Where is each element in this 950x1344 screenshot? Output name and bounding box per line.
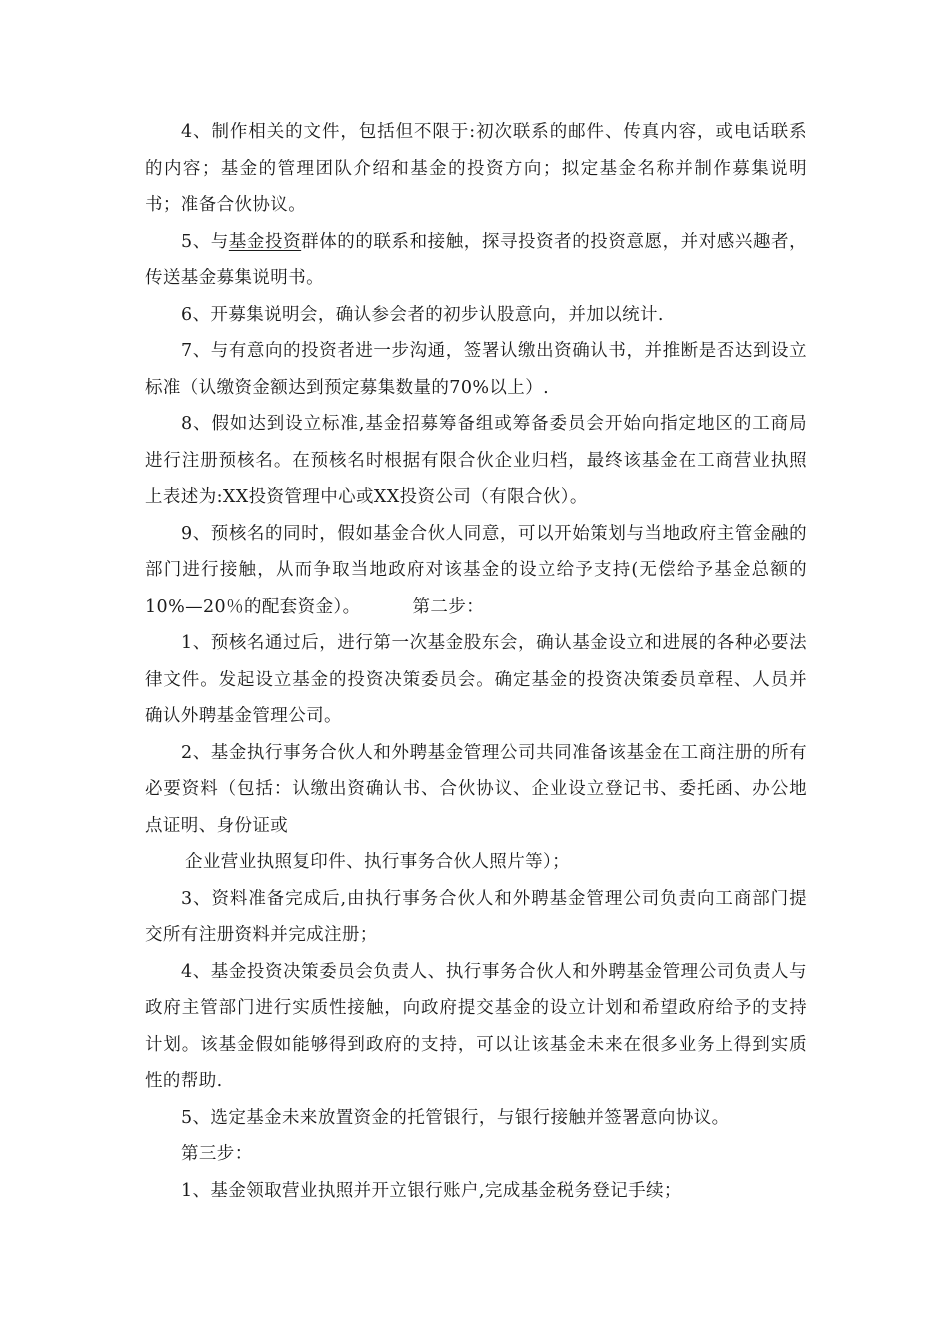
paragraph-item-8-registration: 8、假如达到设立标准,基金招募筹备组或筹备委员会开始向指定地区的工商局进行注册预核名。在预核名时根据有限合伙企业归档，最终该基金在工商营业执照上表述为:XX投资管理中心或XX投资公司（有限合伙）。	[145, 414, 807, 507]
paragraph-step2-item-1: 1、预核名通过后，进行第一次基金股东会，确认基金设立和进展的各种必要法律文件。发起设立基金的投资决策委员会。确定基金的投资决策委员章程、人员并确认外聘基金管理公司。	[145, 633, 807, 726]
paragraph-step3-item-1: 1、基金领取营业执照并开立银行账户,完成基金税务登记手续；	[181, 1180, 682, 1201]
paragraph-item-9-government-support	[145, 516, 807, 626]
paragraph-text: 群体的的联系和接触，探寻投资者的投资意愿，并对感兴趣者，传送基金募集说明书。	[145, 231, 807, 288]
paragraph-step2-item-4: 4、基金投资决策委员会负责人、执行事务合伙人和外聘基金管理公司负责人与政府主管部门进行实质性接触，向政府提交基金的设立计划和希望政府给予的支持计划。该基金假如能够得到政府的支持，可以让该基金未来在很多业务上得到实质性的帮助.	[145, 961, 807, 1091]
paragraph-step2-item-2: 2、基金执行事务合伙人和外聘基金管理公司共同准备该基金在工商注册的所有必要资料（包括：认缴出资确认书、合伙协议、企业设立登记书、委托函、办公地点证明、身份证或	[145, 742, 807, 836]
paragraph-step2-item-5: 5、选定基金未来放置资金的托管银行，与银行接触并签署意向协议。	[181, 1107, 730, 1128]
paragraph-step2-item-2-continued: 企业营业执照复印件、执行事务合伙人照片等）；	[185, 852, 571, 872]
document-body	[145, 114, 807, 1209]
fund-investment-link[interactable]: 基金投资	[228, 231, 302, 252]
paragraph-item-6-briefing: 6、开募集说明会，确认参会者的初步认股意向，并加以统计.	[181, 304, 664, 325]
paragraph-step2-item-3: 3、资料准备完成后,由执行事务合伙人和外聘基金管理公司负责向工商部门提交所有注册资料并完成注册；	[145, 888, 807, 945]
paragraph-item-7-subscription: 7、与有意向的投资者进一步沟通，签署认缴出资确认书，并推断是否达到设立标准（认缴资金额达到预定募集数量的70%以上）.	[145, 341, 807, 398]
paragraph-text: 5、与	[181, 231, 229, 252]
paragraph-text: 9、预核名的同时，假如基金合伙人同意，可以开始策划与当地政府主管金融的部门进行接触，从而争取当地政府对该基金的设立给予支持(无偿给予基金总额的10%—20％的配套资金）。	[145, 523, 807, 617]
paragraph-item-5-contact-investors	[145, 224, 807, 297]
paragraph-item-4-prepare-documents: 4、制作相关的文件，包括但不限于:初次联系的邮件、传真内容，或电话联系的内容；基金的管理团队介绍和基金的投资方向；拟定基金名称并制作募集说明书；准备合伙协议。	[145, 122, 807, 215]
step-heading-two: 第二步：	[412, 596, 485, 617]
step-heading-three: 第三步：	[181, 1144, 253, 1164]
